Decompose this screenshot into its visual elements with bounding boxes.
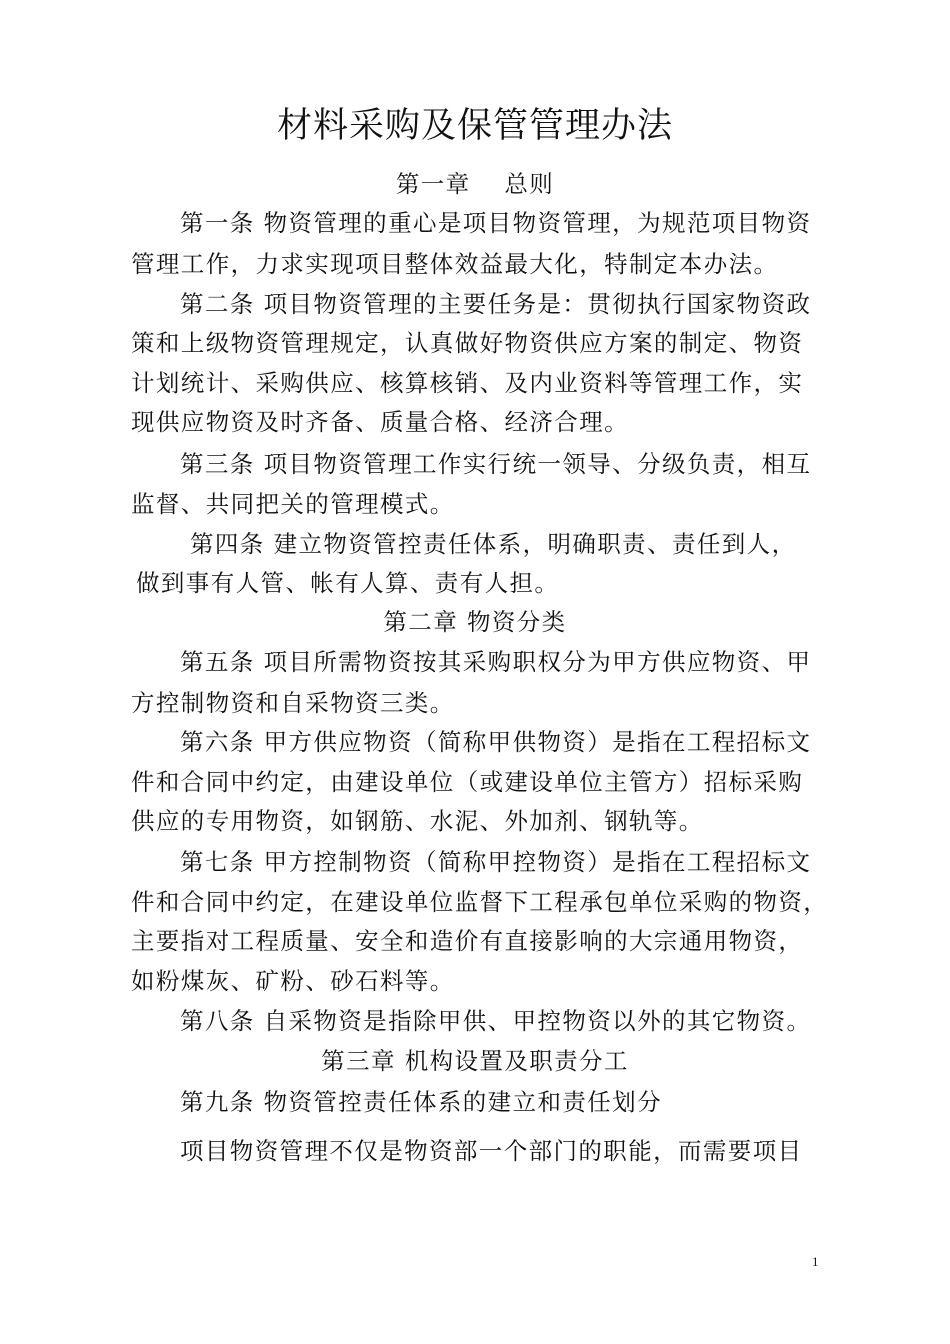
chapter-heading-3: 第三章 机构设置及职责分工: [321, 1047, 629, 1075]
article-line: 第七条 甲方控制物资（简称甲控物资）是指在工程招标文: [180, 848, 812, 876]
page-number: 1: [812, 1254, 819, 1269]
chapter-heading-2: 第二章 物资分类: [383, 608, 567, 636]
article-line: 第九条 物资管控责任体系的建立和责任划分: [180, 1088, 662, 1116]
article-line: 第四条 建立物资管控责任体系，明确职责、责任到人，: [190, 530, 797, 558]
document-title: 材料采购及保管管理办法: [276, 106, 673, 146]
article-line: 管理工作，力求实现项目整体效益最大化，特制定本办法。: [131, 250, 779, 278]
article-line: 第三条 项目物资管理工作实行统一领导、分级负责，相互: [180, 450, 812, 478]
article-line: 现供应物资及时齐备、质量合格、经济合理。: [131, 408, 629, 436]
article-line: 如粉煤灰、矿粉、砂石料等。: [131, 967, 455, 995]
article-line: 主要指对工程质量、安全和造价有直接影响的大宗通用物资，: [131, 927, 804, 955]
article-line: 计划统计、采购供应、核算核销、及内业资料等管理工作，实: [131, 369, 804, 397]
article-line: 件和合同中约定，由建设单位（或建设单位主管方）招标采购: [131, 768, 804, 796]
article-line: 第一条 物资管理的重心是项目物资管理，为规范项目物资: [180, 209, 812, 237]
article-line: 供应的专用物资，如钢筋、水泥、外加剂、钢轨等。: [131, 807, 704, 835]
article-line: 项目物资管理不仅是物资部一个部门的职能，而需要项目: [180, 1137, 803, 1165]
article-line: 做到事有人管、帐有人算、责有人担。: [136, 569, 560, 597]
article-line: 第八条 自采物资是指除甲供、甲控物资以外的其它物资。: [180, 1007, 812, 1035]
article-line: 第六条 甲方供应物资（简称甲供物资）是指在工程招标文: [180, 728, 812, 756]
article-line: 策和上级物资管理规定，认真做好物资供应方案的制定、物资: [131, 329, 804, 357]
article-line: 第五条 项目所需物资按其采购职权分为甲方供应物资、甲: [180, 648, 812, 676]
article-line: 件和合同中约定，在建设单位监督下工程承包单位采购的物资，: [131, 888, 829, 916]
article-line: 方控制物资和自采物资三类。: [131, 689, 455, 717]
chapter-heading-1: 第一章 总则: [395, 170, 555, 198]
article-line: 第二条 项目物资管理的主要任务是：贯彻执行国家物资政: [180, 290, 812, 318]
article-line: 监督、共同把关的管理模式。: [131, 490, 455, 518]
